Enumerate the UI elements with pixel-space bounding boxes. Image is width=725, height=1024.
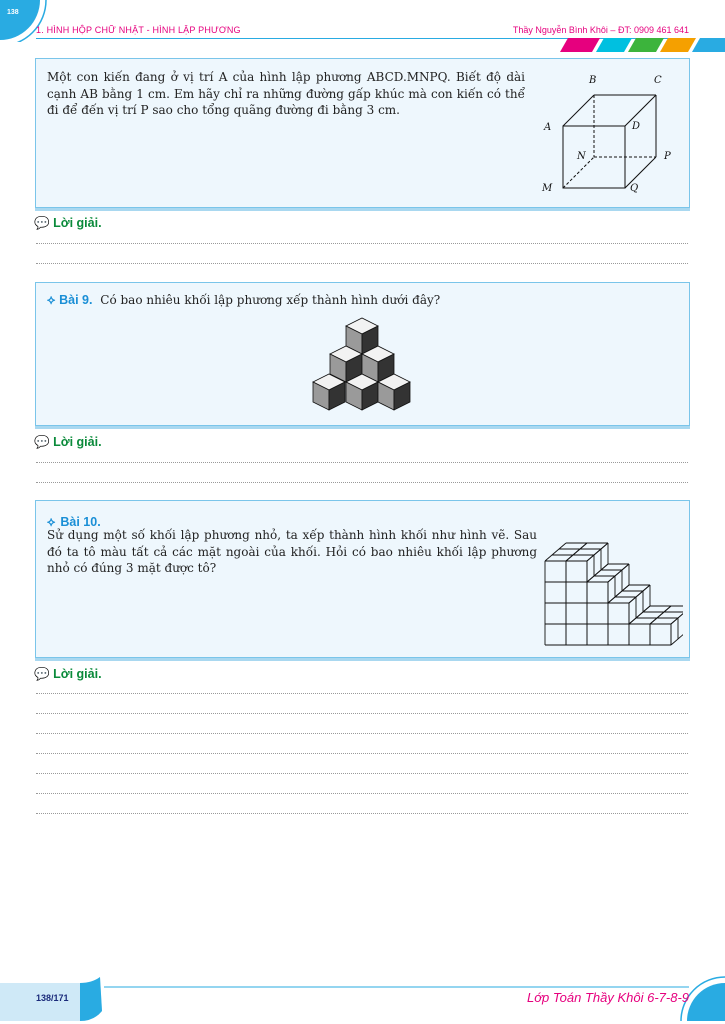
solution-label: Lời giải. <box>53 667 102 681</box>
solution-heading-8 <box>34 216 102 231</box>
vertex-label-d: D <box>632 121 641 132</box>
problem-9-box <box>35 282 690 426</box>
vertex-label-q: Q <box>630 183 639 194</box>
cube-edge <box>545 543 566 561</box>
comment-icon: 💬 <box>34 435 50 449</box>
solution-heading-9 <box>34 435 102 450</box>
cube-edge <box>629 585 650 603</box>
cube-edge <box>671 606 683 624</box>
comment-icon: 💬 <box>34 667 50 681</box>
page-counter: 138/171 <box>36 993 69 1003</box>
problem-10-label: Bài 10. <box>60 515 101 529</box>
author-contact: Thầy Nguyễn Bình Khôi – ĐT: 0909 461 641 <box>512 25 689 35</box>
vertex-label-c: C <box>654 75 662 86</box>
vertex-label-a: A <box>544 122 552 133</box>
cube-abcd-mnpq-figure <box>536 69 686 199</box>
answer-line <box>36 263 688 264</box>
answer-line <box>36 713 688 714</box>
footer-brand: Lớp Toán Thầy Khôi 6-7-8-9 <box>526 990 689 1005</box>
staircase-cubes-figure <box>541 527 683 651</box>
problem-9-text: Có bao nhiêu khối lập phương xếp thành hình dưới đây? <box>100 293 441 307</box>
answer-line <box>36 773 688 774</box>
vertex-label-p: P <box>664 151 671 162</box>
header-color-stripes <box>560 38 725 52</box>
vertex-label-n: N <box>577 151 586 162</box>
cube-pyramid-figure <box>306 315 416 415</box>
cube-edge <box>587 543 608 561</box>
cube-edge <box>629 606 650 624</box>
cube-edge <box>671 627 683 645</box>
problem-10-box <box>35 500 690 658</box>
answer-line <box>36 793 688 794</box>
diamond-icon: ⟡ <box>47 515 56 529</box>
comment-icon: 💬 <box>34 216 50 230</box>
solution-label: Lời giải. <box>53 216 102 230</box>
cube-edge <box>608 585 629 603</box>
problem-9-header <box>47 293 440 308</box>
answer-line <box>36 753 688 754</box>
chapter-title: 1. HÌNH HỘP CHỮ NHẬT - HÌNH LẬP PHƯƠNG <box>36 25 241 35</box>
cube-edge <box>587 564 608 582</box>
cube-edge <box>650 606 671 624</box>
answer-line <box>36 243 688 244</box>
page-corner-badge <box>0 0 60 42</box>
answer-line <box>36 733 688 734</box>
vertex-label-b: B <box>589 75 597 86</box>
problem-9-label: Bài 9. <box>59 293 93 307</box>
cube-edge <box>608 564 629 582</box>
answer-line <box>36 482 688 483</box>
solution-heading-10 <box>34 667 102 682</box>
problem-8-text: Một con kiến đang ở vị trí A của hình lập phương ABCD.MNPQ. Biết độ dài cạnh AB bằng 1 cm. Em hãy chỉ ra những đường gấp khúc mà con kiến có thể đi để đến vị trí P sao cho tổng quãng đường đi bằng 3 cm. <box>47 70 525 117</box>
diamond-icon: ⟡ <box>47 293 56 307</box>
problem-8-box <box>35 58 690 208</box>
vertex-label-m: M <box>542 183 553 194</box>
page-number: 138 <box>7 9 19 16</box>
problem-10-text: Sử dụng một số khối lập phương nhỏ, ta xếp thành hình khối như hình vẽ. Sau đó ta tô màu tất cả các mặt ngoài của khối. Hỏi có bao nhiêu khối lập phương nhỏ có đúng 3 mặt được tô? <box>47 528 537 575</box>
solution-label: Lời giải. <box>53 435 102 449</box>
cube-edge <box>566 543 587 561</box>
answer-line <box>36 813 688 814</box>
answer-line <box>36 462 688 463</box>
answer-line <box>36 693 688 694</box>
